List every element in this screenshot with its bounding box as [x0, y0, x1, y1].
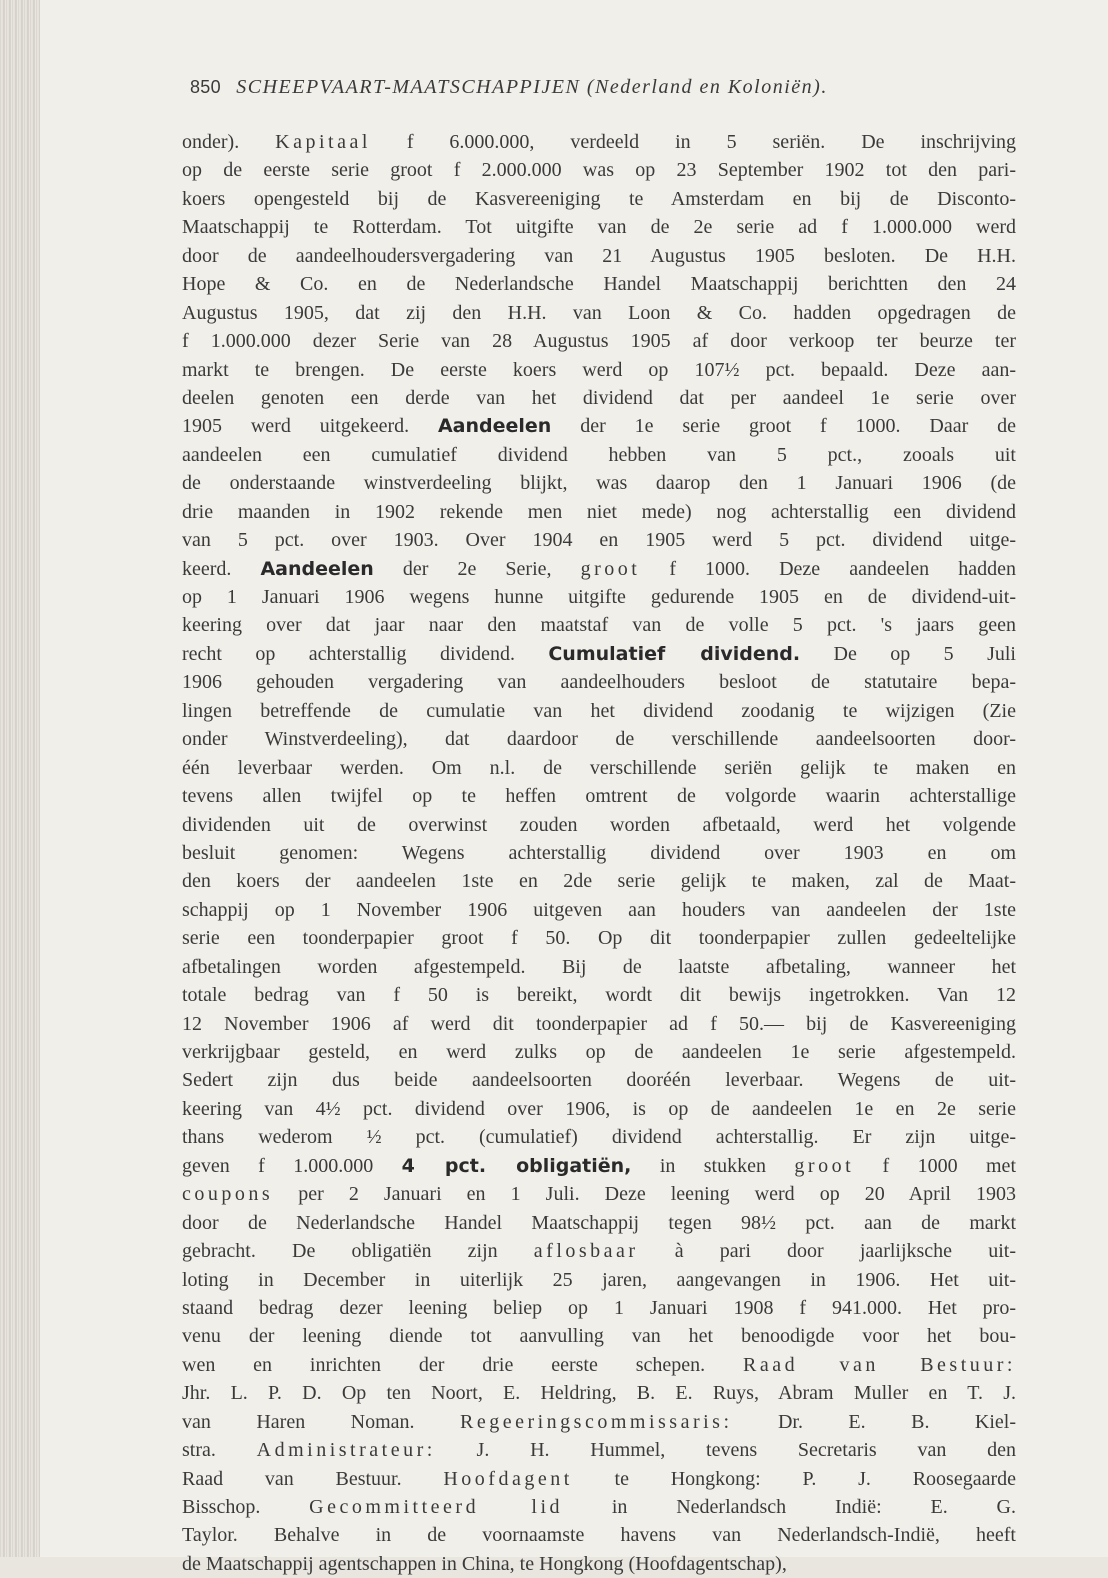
text-segment: wen en inrichten der drie eerste schepen. [182, 1353, 744, 1376]
text-line [182, 213, 1016, 241]
spaced-emphasis-text: coupons [182, 1183, 274, 1206]
text-line [182, 1493, 1016, 1521]
text-line [182, 811, 1016, 839]
text-segment: markt te brengen. De eerste koers werd op 107½ pct. bepaald. Deze aan- [182, 358, 1016, 381]
text-segment: per 2 Januari en 1 Juli. Deze leening werd op 20 April 1903 [273, 1183, 1016, 1206]
text-segment: Augustus 1905, dat zij den H.H. van Loon & Co. hadden opgedragen de [182, 301, 1016, 324]
running-title: SCHEEPVAART-MAATSCHAPPIJEN (Nederland en Koloniën). [236, 76, 828, 98]
text-line [182, 327, 1016, 355]
book-spine-edge [0, 0, 40, 1557]
spaced-emphasis-text: Regeeringscommissaris: [459, 1410, 733, 1433]
text-line [182, 526, 1016, 554]
text-line [182, 384, 1016, 412]
text-line [182, 611, 1016, 639]
text-line [182, 924, 1016, 952]
text-line [182, 1550, 1016, 1578]
text-line [182, 356, 1016, 384]
text-line [182, 697, 1016, 725]
text-segment: lingen betreffende de cumulatie van het dividend zoodanig te wijzigen (Zie [182, 699, 1016, 722]
text-segment: afbetalingen worden afgestempeld. Bij de laatste afbetaling, wanneer het [182, 955, 1016, 978]
text-segment: Raad van Bestuur. [182, 1467, 444, 1490]
text-line [182, 441, 1016, 469]
text-segment: De op 5 Juli [800, 642, 1016, 665]
text-line [182, 555, 1016, 583]
text-line [182, 839, 1016, 867]
text-segment: in stukken [631, 1154, 795, 1177]
spaced-emphasis-text: groot [794, 1154, 855, 1177]
text-line [182, 1266, 1016, 1294]
page-header [190, 76, 1030, 99]
bold-heading-text: Aandeelen [260, 557, 374, 580]
text-line [182, 981, 1016, 1009]
bold-heading-text: Cumulatief dividend. [548, 642, 801, 665]
spaced-emphasis-text: Raad van Bestuur: [743, 1353, 1016, 1376]
text-line [182, 640, 1016, 668]
text-line [182, 754, 1016, 782]
text-segment: de Maatschappij agentschappen in China, te Hongkong (Hoofdagentschap), [182, 1552, 787, 1575]
text-segment: totale bedrag van f 50 is bereikt, wordt dit bewijs ingetrokken. Van 12 [182, 984, 1016, 1007]
text-segment: recht op achterstallig dividend. [182, 642, 549, 665]
text-segment: geven f 1.000.000 [182, 1154, 402, 1177]
text-line [182, 1294, 1016, 1322]
text-segment: koers opengesteld bij de Kasvereeniging te Amsterdam en bij de Disconto- [182, 187, 1016, 210]
text-segment: keerd. [182, 557, 261, 580]
text-segment: Taylor. Behalve in de voornaamste havens van Nederlandsch-Indië, heeft [182, 1524, 1016, 1547]
text-line [182, 953, 1016, 981]
text-line [182, 782, 1016, 810]
text-segment: f 1000 met [854, 1154, 1016, 1177]
text-segment: serie een toonderpapier groot f 50. Op dit toonderpapier zullen gedeeltelijke [182, 927, 1016, 950]
text-segment: gebracht. De obligatiën zijn [182, 1240, 534, 1263]
text-segment: in Nederlandsch Indië: E. G. [563, 1496, 1016, 1518]
text-line [182, 1521, 1016, 1549]
spaced-emphasis-text: Kapitaal [275, 131, 371, 153]
text-line [182, 270, 1016, 298]
text-segment: J. H. Hummel, tevens Secretaris van den [435, 1439, 1016, 1462]
spaced-emphasis-text: Gecommitteerd lid [309, 1496, 564, 1518]
text-line [182, 498, 1016, 526]
text-line [182, 896, 1016, 924]
spaced-emphasis-text: groot [580, 557, 641, 580]
text-segment: 12 November 1906 af werd dit toonderpapier ad f 50.— bij de Kasvereeniging [182, 1012, 1016, 1035]
text-line [182, 1066, 1016, 1094]
text-line [182, 1010, 1016, 1038]
text-segment: venu der leening diende tot aanvulling van het benoodigde voor het bou- [182, 1325, 1016, 1348]
spaced-emphasis-text: Administrateur: [256, 1439, 436, 1462]
text-segment: op de eerste serie groot f 2.000.000 was op 23 September 1902 tot den pari- [182, 159, 1016, 182]
text-segment: van 5 pct. over 1903. Over 1904 en 1905 werd 5 pct. dividend uitge- [182, 529, 1016, 552]
text-line [182, 1237, 1016, 1265]
text-line [182, 867, 1016, 895]
text-segment: keering over dat jaar naar den maatstaf van de volle 5 pct. 's jaars geen [182, 614, 1016, 637]
text-line [182, 1351, 1016, 1379]
text-line [182, 156, 1016, 184]
text-line [182, 1465, 1016, 1493]
text-line [182, 1436, 1016, 1464]
text-line [182, 583, 1016, 611]
text-line [182, 1095, 1016, 1123]
text-segment: keering van 4½ pct. dividend over 1906, is op de aandeelen 1e en 2e serie [182, 1097, 1016, 1120]
text-segment: 1905 werd uitgekeerd. [182, 415, 438, 438]
text-segment: onder Winstverdeeling), dat daardoor de verschillende aandeelsoorten door- [182, 728, 1016, 751]
text-line [182, 469, 1016, 497]
text-segment: door de aandeelhoudersvergadering van 21 Augustus 1905 besloten. De H.H. [182, 244, 1016, 267]
bold-heading-text: Aandeelen [437, 415, 552, 438]
text-segment: drie maanden in 1902 rekende men niet mede) nog achterstallig een dividend [182, 500, 1016, 523]
text-segment: der 1e serie groot f 1000. Daar de [551, 415, 1016, 438]
text-segment: stra. [182, 1439, 257, 1462]
text-line [182, 1180, 1016, 1208]
text-line [182, 1123, 1016, 1151]
spaced-emphasis-text: Hoofdagent [443, 1467, 573, 1490]
text-line [182, 1408, 1016, 1436]
text-segment: Jhr. L. P. D. Op ten Noort, E. Heldring, B. E. Ruys, Abram Muller en T. J. [182, 1382, 1016, 1405]
text-segment: één leverbaar werden. Om n.l. de verschillende seriën gelijk te maken en [182, 756, 1016, 779]
text-segment: deelen genoten een derde van het dividend dat per aandeel 1e serie over [182, 386, 1016, 409]
text-segment: aandeelen een cumulatief dividend hebben van 5 pct., zooals uit [182, 443, 1016, 466]
text-segment: à pari door jaarlijksche uit- [638, 1240, 1016, 1263]
text-segment: op 1 Januari 1906 wegens hunne uitgifte gedurende 1905 en de dividend-uit- [182, 586, 1016, 608]
text-line [182, 1209, 1016, 1237]
text-segment: te Hongkong: P. J. Roosegaarde [572, 1467, 1016, 1490]
text-segment: f 1.000.000 dezer Serie van 28 Augustus 1905 af door verkoop ter beurze ter [182, 330, 1016, 353]
text-line [182, 242, 1016, 270]
text-line [182, 299, 1016, 327]
text-line [182, 725, 1016, 753]
text-line [182, 1322, 1016, 1350]
text-segment: loting in December in uiterlijk 25 jaren, aangevangen in 1906. Het uit- [182, 1268, 1016, 1291]
text-segment: 1906 gehouden vergadering van aandeelhouders besloot de statutaire bepa- [182, 671, 1016, 694]
text-segment: den koers der aandeelen 1ste en 2de serie gelijk te maken, zal de Maat- [182, 870, 1016, 893]
text-segment: f 1000. Deze aandeelen hadden [640, 557, 1016, 580]
text-segment: besluit genomen: Wegens achterstallig dividend over 1903 en om [182, 841, 1016, 864]
text-line [182, 128, 1016, 156]
text-segment: dividenden uit de overwinst zouden worden afbetaald, werd het volgende [182, 813, 1016, 836]
text-segment: der 2e Serie, [373, 557, 581, 580]
text-segment: door de Nederlandsche Handel Maatschappij tegen 98½ pct. aan de markt [182, 1211, 1016, 1234]
text-segment: staand bedrag dezer leening beliep op 1 Januari 1908 f 941.000. Het pro- [182, 1296, 1016, 1319]
text-segment: verkrijgbaar gesteld, en werd zulks op de aandeelen 1e serie afgestempeld. [182, 1041, 1016, 1063]
text-line [182, 668, 1016, 696]
text-segment: Bisschop. [182, 1496, 310, 1518]
body-text [182, 128, 1016, 1578]
text-segment: Sedert zijn dus beide aandeelsoorten dooréén leverbaar. Wegens de uit- [182, 1069, 1016, 1092]
text-segment: tevens allen twijfel op te heffen omtrent de volgorde waarin achterstallige [182, 785, 1016, 808]
text-line [182, 1152, 1016, 1180]
spaced-emphasis-text: aflosbaar [533, 1240, 639, 1263]
text-segment: Hope & Co. en de Nederlandsche Handel Maatschappij berichtten den 24 [182, 273, 1016, 296]
page-number: 850 [190, 77, 221, 97]
text-segment: onder). [182, 131, 276, 153]
text-segment: Maatschappij te Rotterdam. Tot uitgifte van de 2e serie ad f 1.000.000 werd [182, 216, 1016, 239]
text-segment: f 6.000.000, verdeeld in 5 seriën. De inschrijving [370, 131, 1017, 153]
text-segment: schappij op 1 November 1906 uitgeven aan houders van aandeelen der 1ste [182, 898, 1016, 921]
text-segment: van Haren Noman. [182, 1410, 460, 1433]
text-segment: de onderstaande winstverdeeling blijkt, was daarop den 1 Januari 1906 (de [182, 472, 1016, 495]
text-segment: Dr. E. B. Kiel- [732, 1410, 1016, 1433]
text-line [182, 1379, 1016, 1407]
text-segment: thans wederom ½ pct. (cumulatief) dividend achterstallig. Er zijn uitge- [182, 1126, 1016, 1149]
text-line [182, 185, 1016, 213]
text-line [182, 412, 1016, 440]
text-line [182, 1038, 1016, 1066]
bold-heading-text: 4 pct. obligatiën, [401, 1154, 632, 1177]
